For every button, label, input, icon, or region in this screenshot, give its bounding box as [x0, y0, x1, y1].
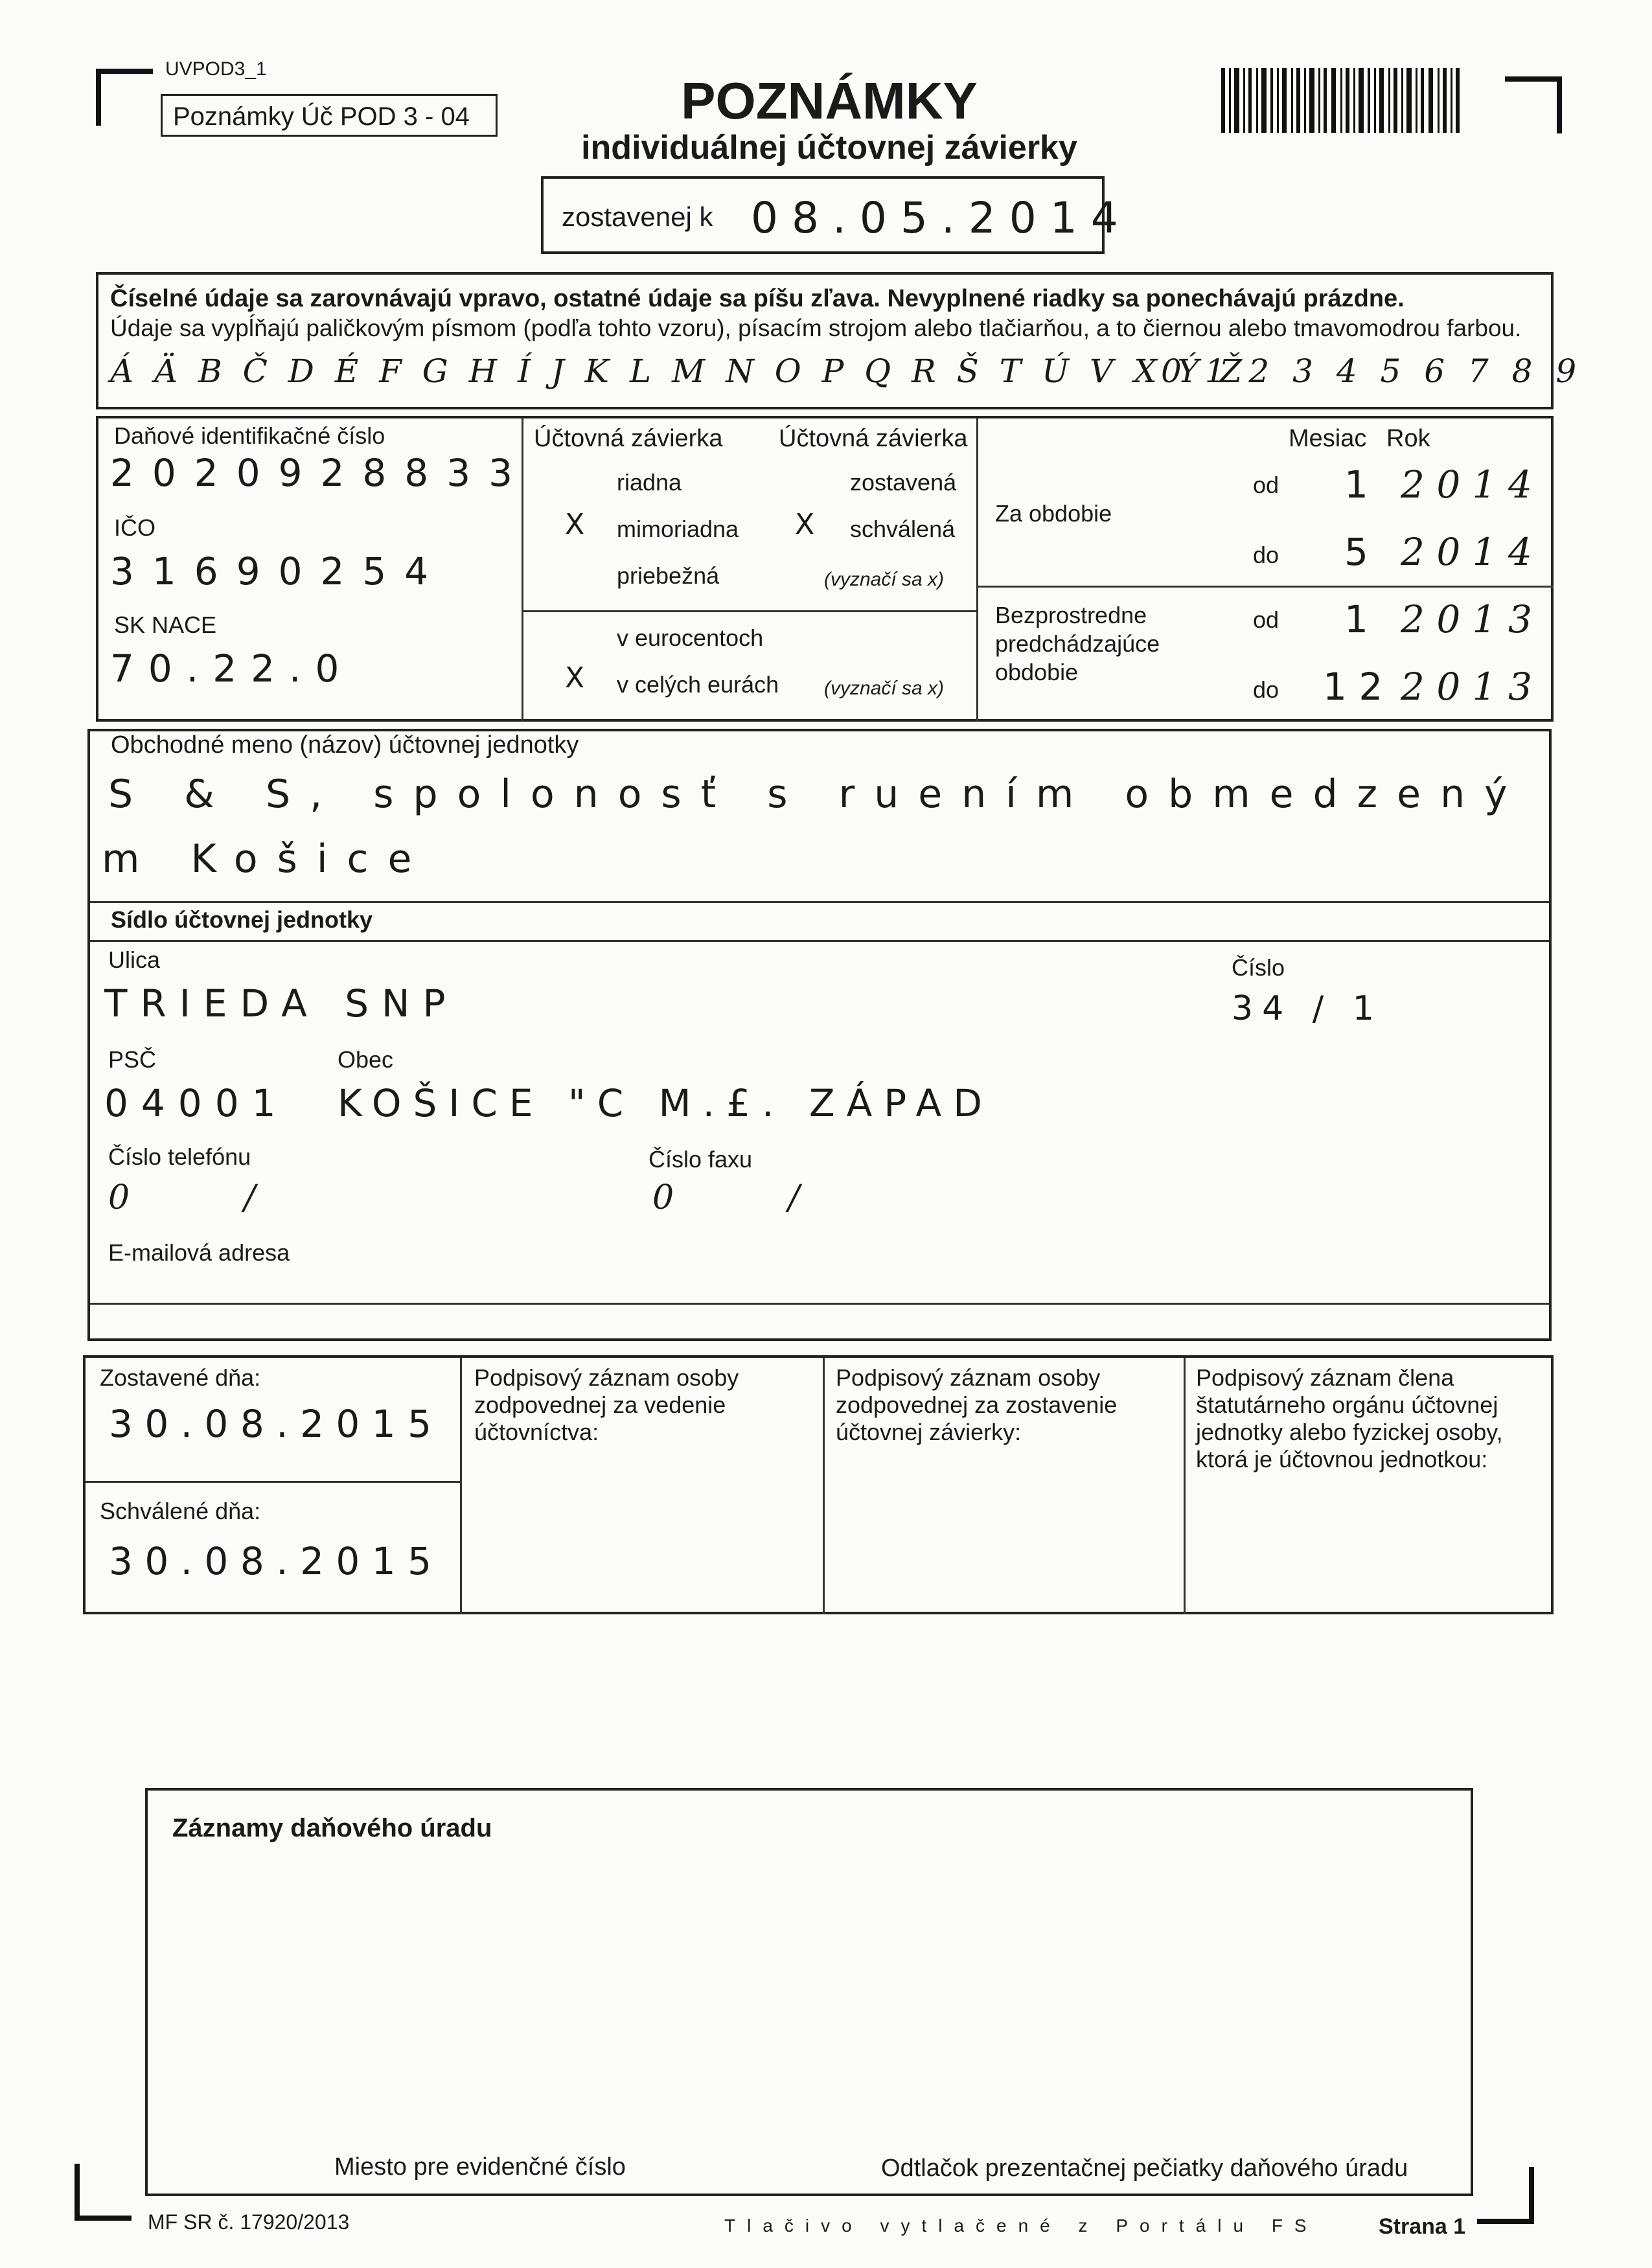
current-from-label: od: [1253, 472, 1279, 498]
entity-name-line1[interactable]: S & S, spolonosť s ruením obmedzený: [108, 772, 1527, 817]
tax-office-title: Záznamy daňového úradu: [172, 1814, 492, 1842]
option-riadna[interactable]: riadna: [617, 469, 682, 496]
phone-value[interactable]: 0 /: [108, 1178, 256, 1217]
previous-period-label: Bezprostredne predchádzajúce obdobie: [995, 602, 1160, 685]
psc-value[interactable]: 04001: [104, 1081, 289, 1125]
divider: [86, 1481, 460, 1483]
entity-name-label: Obchodné meno (názov) účtovnej jednotky: [111, 731, 579, 759]
stamp-label: Odtlačok prezentačnej pečiatky daňového úradu: [881, 2155, 1408, 2182]
number-value[interactable]: 34 / 1: [1232, 989, 1383, 1028]
year-digits: 2 0 1 3: [1401, 597, 1532, 641]
form-code: UVPOD3_1: [165, 58, 267, 80]
mark-note: (vyznačí sa x): [824, 678, 945, 699]
dic-value[interactable]: 2020928833: [110, 451, 531, 495]
form-subtitle: individuálnej účtovnej závierky: [581, 129, 1077, 166]
option-schvalena[interactable]: schválená: [850, 516, 956, 542]
corner-mark-top-left: [96, 69, 153, 126]
identification-box: [96, 416, 1554, 722]
seat-label: Sídlo účtovnej jednotky: [111, 906, 373, 933]
phone-label: Číslo telefónu: [108, 1143, 251, 1170]
previous-to-year[interactable]: [1401, 665, 1532, 709]
option-eurocentoch[interactable]: v eurocentoch: [617, 624, 764, 651]
option-celych-eurach[interactable]: v celých eurách: [617, 671, 779, 698]
approved-on-label: Schválené dňa:: [100, 1498, 261, 1524]
divider: [460, 1358, 462, 1614]
tax-office-box: [145, 1788, 1473, 2196]
ico-label: IČO: [114, 514, 156, 541]
mark-note: (vyznačí sa x): [824, 569, 945, 590]
fax-label: Číslo faxu: [648, 1146, 753, 1173]
ministry-number: MF SR č. 17920/2013: [148, 2210, 350, 2234]
year-digits: 2 0 1 3: [1401, 665, 1532, 709]
previous-to-label: do: [1253, 676, 1279, 703]
sample-letters: Á Ä B Č D É F G H Í J K L M N O P Q R Š T Ú V X Ý Ž: [110, 352, 1248, 390]
form-tag: Poznámky Úč POD 3 - 04: [173, 102, 470, 131]
divider: [976, 586, 1554, 588]
number-label: Číslo: [1232, 954, 1285, 981]
compiled-date[interactable]: 0 8 . 0 5 . 2 0 1 4: [751, 193, 1118, 243]
corner-mark-top-right: [1505, 76, 1562, 133]
divider: [522, 610, 976, 612]
current-to-year[interactable]: [1401, 530, 1532, 574]
city-value[interactable]: KOŠICE "C M.£. ZÁPAD: [338, 1081, 994, 1125]
previous-from-year[interactable]: [1401, 597, 1532, 641]
corner-mark-bottom-left: [75, 2164, 132, 2221]
checkmark-schvalena[interactable]: X: [795, 508, 815, 541]
divider: [90, 1303, 1549, 1305]
divider: [976, 418, 978, 722]
current-from-month[interactable]: 1: [1344, 463, 1368, 507]
entity-name-line2[interactable]: m Košice: [102, 836, 431, 882]
signature-accounting: Podpisový záznam osoby zodpovednej za vedenie účtovníctva:: [474, 1364, 739, 1445]
form-title: POZNÁMKY: [681, 72, 978, 130]
signature-compiler: Podpisový záznam osoby zodpovednej za zostavenie účtovnej závierky:: [836, 1364, 1118, 1445]
instruction-line1: Číselné údaje sa zarovnávajú vpravo, ostatné údaje sa píšu zľava. Nevyplnené riadky sa ponechávajú prázdne.: [110, 285, 1405, 312]
option-mimoriadna[interactable]: mimoriadna: [617, 516, 739, 542]
option-zostavena[interactable]: zostavená: [850, 469, 957, 496]
evidence-number-label: Miesto pre evidenčné číslo: [334, 2153, 626, 2181]
previous-from-label: od: [1253, 606, 1279, 633]
entity-box: [87, 729, 1552, 1341]
year-digits: 2 0 1 4: [1401, 463, 1532, 507]
nace-label: SK NACE: [114, 612, 217, 638]
year-digits: 2 0 1 4: [1401, 530, 1532, 574]
current-from-year[interactable]: [1401, 463, 1532, 507]
portal-note: Tlačivo vytlačené z Portálu FS: [724, 2216, 1318, 2236]
compiled-date-box: [541, 176, 1118, 254]
statement-col2-header: Účtovná závierka: [779, 425, 968, 452]
divider: [90, 901, 1549, 903]
instructions-box: [96, 272, 1583, 409]
instruction-line2: Údaje sa vypĺňajú paličkovým písmom (podľa tohto vzoru), písacím strojom alebo tlačiarňou, a to čiernou alebo tmavomodrou farbou.: [110, 315, 1522, 341]
page-number: Strana 1: [1379, 2214, 1466, 2239]
compiled-label: zostavenej k: [562, 201, 713, 232]
previous-from-month[interactable]: 1: [1344, 597, 1368, 641]
dic-label: Daňové identifikačné číslo: [114, 422, 385, 449]
statement-col1-header: Účtovná závierka: [534, 425, 723, 452]
fax-value[interactable]: 0 /: [652, 1178, 800, 1217]
signature-statutory: Podpisový záznam člena štatutárneho orgánu účtovnej jednotky alebo fyzickej osoby, ktorá je účtovnou jednotkou:: [1196, 1364, 1503, 1472]
compiled-on-label: Zostavené dňa:: [100, 1364, 261, 1391]
ico-value[interactable]: 31690254: [110, 549, 447, 593]
nace-value[interactable]: 70.22.0: [110, 647, 354, 691]
corner-mark-bottom-right: [1477, 2167, 1534, 2224]
form-tag-box: [161, 94, 498, 137]
email-label: E-mailová adresa: [108, 1239, 290, 1266]
previous-to-month[interactable]: 1 2: [1323, 665, 1383, 709]
checkmark-mimoriadna[interactable]: X: [565, 508, 585, 541]
street-value[interactable]: TRIEDA SNP: [104, 981, 459, 1025]
compiled-on-value[interactable]: 3 0 . 0 8 . 2 0 1 5: [109, 1402, 432, 1446]
sample-digits: 0 1 2 3 4 5 6 7 8 9: [1161, 352, 1583, 390]
street-label: Ulica: [108, 946, 161, 973]
year-label: Rok: [1386, 425, 1430, 452]
divider: [1184, 1358, 1186, 1614]
approved-on-value[interactable]: 3 0 . 0 8 . 2 0 1 5: [109, 1539, 432, 1583]
psc-label: PSČ: [108, 1046, 157, 1073]
city-label: Obec: [338, 1046, 394, 1073]
option-priebezna[interactable]: priebežná: [617, 562, 720, 589]
divider: [823, 1358, 825, 1614]
divider: [90, 940, 1549, 942]
current-to-label: do: [1253, 542, 1279, 568]
current-period-label: Za obdobie: [995, 500, 1112, 527]
checkmark-celych-eurach[interactable]: X: [565, 661, 585, 694]
barcode: [1221, 68, 1461, 133]
current-to-month[interactable]: 5: [1344, 530, 1368, 574]
signatures-box: [83, 1355, 1554, 1614]
month-label: Mesiac: [1289, 425, 1367, 452]
